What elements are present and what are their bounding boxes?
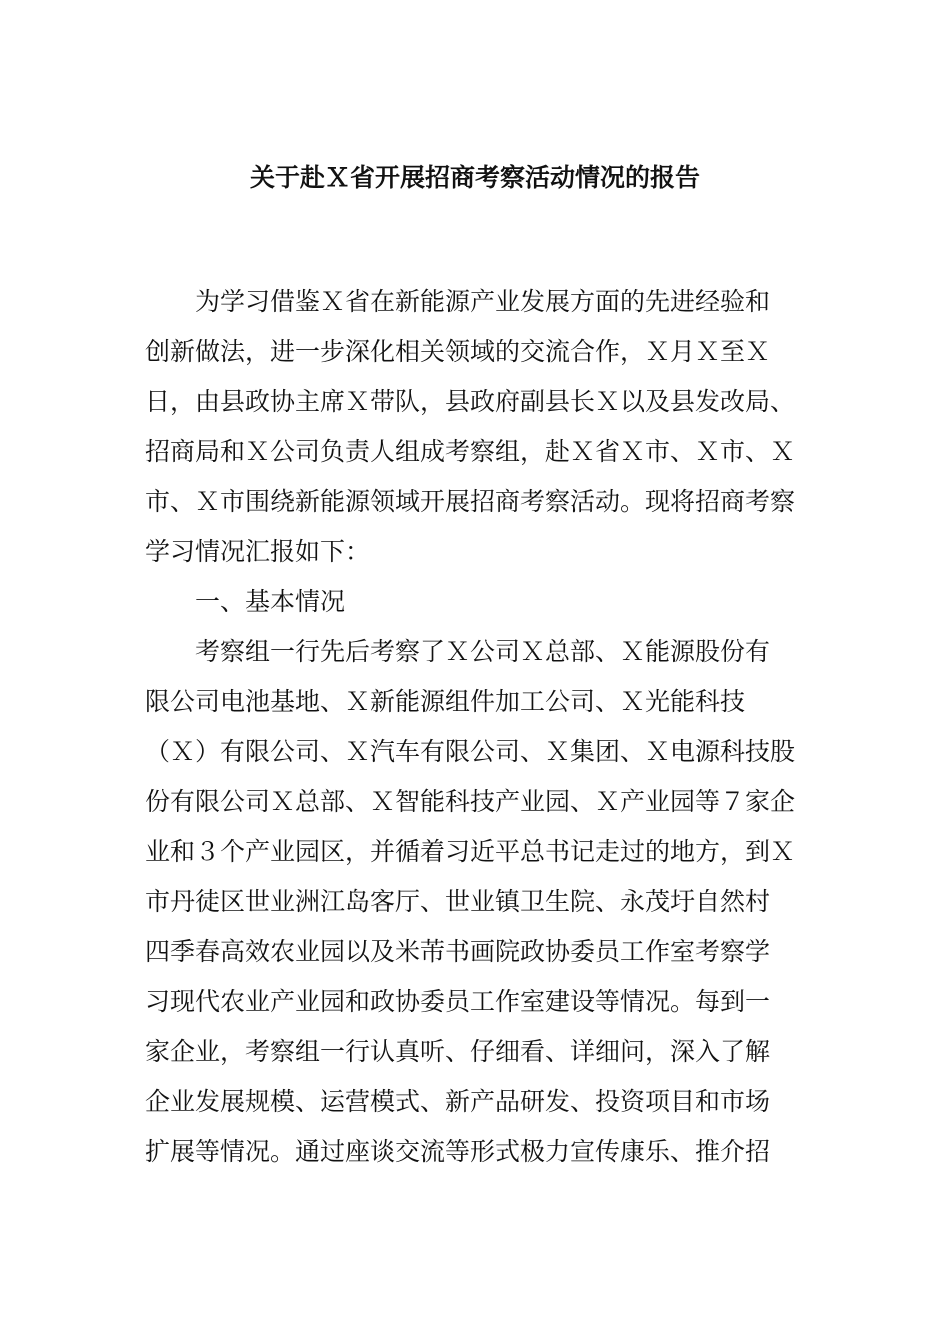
section-heading-basic-situation: 一、基本情况 [195, 587, 346, 616]
paragraph-1-line-1: 为学习借鉴Ｘ省在新能源产业发展方面的先进经验和 [195, 287, 771, 316]
paragraph-1-line-3: 日，由县政协主席Ｘ带队，县政府副县长Ｘ以及县发改局、 [145, 387, 796, 416]
paragraph-2-line-4: 份有限公司Ｘ总部、Ｘ智能科技产业园、Ｘ产业园等７家企 [145, 787, 796, 816]
paragraph-2-line-7: 四季春高效农业园以及米芾书画院政协委员工作室考察学 [145, 937, 771, 966]
paragraph-2-line-1: 考察组一行先后考察了Ｘ公司Ｘ总部、Ｘ能源股份有 [195, 637, 771, 666]
paragraph-2-line-3: （Ｘ）有限公司、Ｘ汽车有限公司、Ｘ集团、Ｘ电源科技股 [145, 737, 796, 766]
report-body [145, 277, 810, 1177]
report-title: 关于赴Ｘ省开展招商考察活动情况的报告 [249, 163, 700, 192]
paragraph-1-line-4: 招商局和Ｘ公司负责人组成考察组，赴Ｘ省Ｘ市、Ｘ市、Ｘ [145, 437, 796, 466]
paragraph-2-line-2: 限公司电池基地、Ｘ新能源组件加工公司、Ｘ光能科技 [145, 687, 746, 716]
paragraph-1-line-6: 学习情况汇报如下： [145, 537, 371, 566]
paragraph-1-line-5: 市、Ｘ市围绕新能源领域开展招商考察活动。现将招商考察 [145, 487, 796, 516]
paragraph-2-line-10: 企业发展规模、运营模式、新产品研发、投资项目和市场 [145, 1087, 771, 1116]
paragraph-1-line-2: 创新做法，进一步深化相关领域的交流合作，Ｘ月Ｘ至Ｘ [145, 337, 771, 366]
paragraph-2-line-6: 市丹徒区世业洲江岛客厅、世业镇卫生院、永茂圩自然村 [145, 887, 771, 916]
paragraph-2-line-9: 家企业，考察组一行认真听、仔细看、详细问，深入了解 [145, 1037, 771, 1066]
paragraph-2-line-8: 习现代农业产业园和政协委员工作室建设等情况。每到一 [145, 987, 771, 1016]
paragraph-2-line-5: 业和３个产业园区，并循着习近平总书记走过的地方，到Ｘ [145, 837, 796, 866]
paragraph-2-line-11: 扩展等情况。通过座谈交流等形式极力宣传康乐、推介招 [145, 1137, 771, 1166]
